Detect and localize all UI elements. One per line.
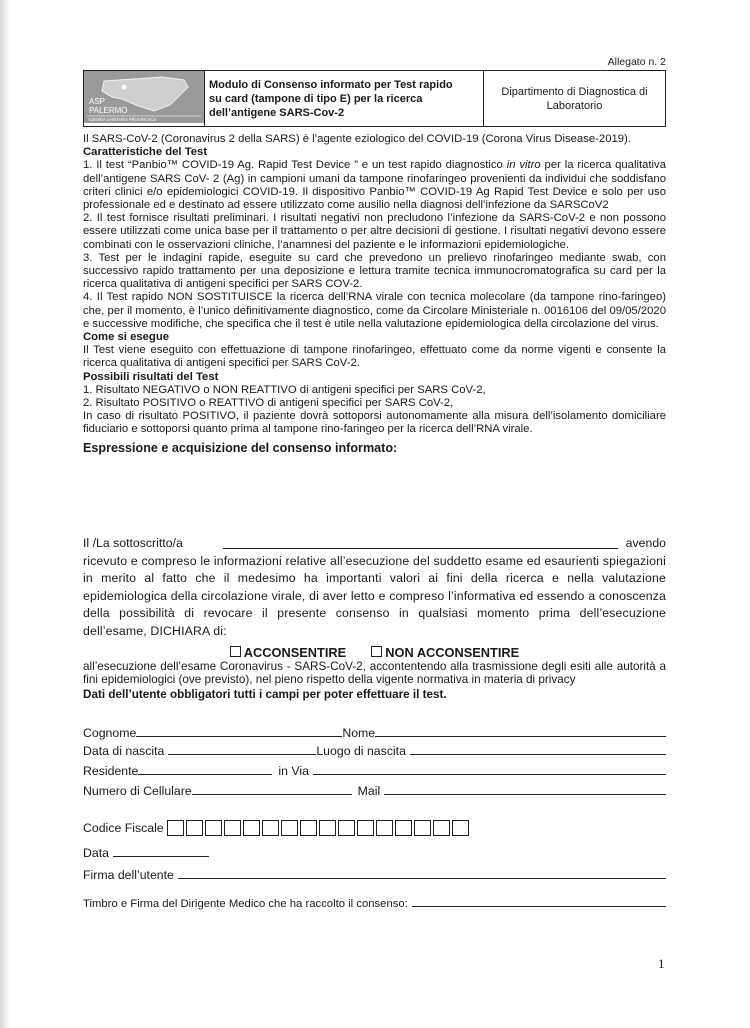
accept-label: ACCONSENTIRE (243, 644, 347, 660)
cf-char-box[interactable] (395, 820, 412, 836)
form-title-cell (205, 71, 484, 127)
page-number: 1 (658, 956, 665, 971)
luogo-nascita-field[interactable] (410, 753, 666, 755)
data-field[interactable] (113, 855, 209, 857)
row-nascita (83, 742, 666, 758)
residente-label: Residente (83, 764, 139, 778)
intro-paragraph: Il SARS-CoV-2 (Coronavirus 2 della SARS) è l’agente eziologico del COVID-19 (Corona Virus Disease-2019). (83, 133, 631, 145)
row-cognome-nome (83, 724, 666, 740)
information-text (83, 133, 666, 455)
timbro-field[interactable] (412, 905, 666, 907)
decline-checkbox[interactable] (371, 646, 382, 657)
nome-label: Nome (342, 726, 376, 740)
cf-char-box[interactable] (452, 820, 469, 836)
cf-char-box[interactable] (300, 820, 317, 836)
data-nascita-label: Data di nascita (83, 744, 165, 758)
item-1-italic: in vitro (506, 159, 541, 172)
result-note: In caso di risultato POSITIVO, il paziente dovrà sottoporsi autonomamente alla misura dell’isolamento domiciliare fiduciario e sottoporsi quanto prima al tampone rino-faringeo per la ricerca dell’RNA virale. (83, 410, 666, 436)
accept-checkbox[interactable] (230, 646, 241, 657)
allegato-label: Allegato n. 2 (607, 56, 666, 68)
cf-char-box[interactable] (224, 820, 241, 836)
consent-section (83, 535, 666, 661)
logo-text-2: PALERMO (89, 106, 128, 115)
cf-char-box[interactable] (262, 820, 279, 836)
firma-label: Firma dell’utente (83, 868, 174, 882)
data-nascita-field[interactable] (168, 753, 316, 755)
form-title-line: dell’antigene SARS-Cov-2 (209, 106, 345, 119)
cf-char-box[interactable] (205, 820, 222, 836)
mail-field[interactable] (384, 793, 666, 795)
nome-field[interactable] (375, 735, 666, 737)
row-contatti (83, 782, 666, 798)
department-cell (484, 71, 666, 127)
logo-cell (84, 71, 205, 127)
codice-fiscale-label: Codice Fiscale (83, 821, 164, 835)
cellulare-label: Numero di Cellulare (83, 784, 192, 798)
firma-field[interactable] (178, 877, 666, 879)
form-title-line: Modulo di Consenso informato per Test rapido (209, 78, 453, 91)
department-line: Laboratorio (546, 99, 603, 112)
residente-field[interactable] (138, 773, 272, 775)
row-data (83, 844, 666, 860)
cf-char-box[interactable] (167, 820, 184, 836)
cf-char-box[interactable] (433, 820, 450, 836)
in-via-field[interactable] (313, 773, 666, 775)
item-3: 3. Test per le indagini rapide, eseguite su card che prevedono un prelievo rinofaringeo mediante swab, con successivo rapido trattamento per una deposizione e lettura tramite tecnica immunocromatografica su card per la ricerca qualitativa di antigeni specifici per SARS COV-2. (83, 251, 666, 291)
cellulare-field[interactable] (192, 793, 352, 795)
page-edge-shadow (0, 0, 10, 1028)
in-via-label: in Via (278, 764, 309, 778)
asp-palermo-logo (84, 71, 204, 123)
item-2: 2. Il test fornisce risultati preliminari. I risultati negativi non precludono l’infezione da SARS-CoV-2 e non possono essere utilizzati come unica base per il trattamento o per altre decisioni di gestione. I risultati negativi devono essere combinati con le osservazioni cliniche, l’anamnesi del paziente e le informazioni epidemiologiche. (83, 212, 666, 251)
luogo-nascita-label: Luogo di nascita (316, 744, 406, 758)
consent-title: Espressione e acquisizione del consenso informato: (83, 440, 398, 455)
item-4: 4. Il Test rapido NON SOSTITUISCE la ricerca dell’RNA virale con tecnica molecolare (da tampone rino-faringeo) che, per il momento, è l’unico definitivamente diagnostico, come da Circolare Ministeriale n. 0016106 del 09/05/2020 e successive modifiche, che specifica che il test è utile nella valutazione epidemiologica della circolazione del virus. (83, 291, 666, 330)
logo-text-1: ASP (89, 97, 106, 106)
logo-text-3: AZIENDA SANITARIA PROVINCIALE (88, 117, 157, 122)
header-table (83, 70, 666, 127)
cf-char-box[interactable] (281, 820, 298, 836)
cognome-label: Cognome (83, 726, 137, 740)
row-codice-fiscale (83, 818, 666, 836)
section-title: Possibili risultati del Test (83, 370, 219, 383)
signatory-name-field[interactable] (223, 536, 618, 549)
consent-avendo: avendo (625, 536, 666, 550)
form-title-line: su card (tampone di tipo E) per la ricerca (209, 92, 423, 105)
item-1-pre: 1. Il test “Panbio™ COVID-19 Ag. Rapid Test Device ” e un test rapido diagnostico (83, 159, 507, 172)
timbro-label: Timbro e Firma del Dirigente Medico che ha raccolto il consenso: (83, 898, 408, 910)
cf-char-box[interactable] (319, 820, 336, 836)
consent-name-line (83, 535, 666, 553)
row-timbro (83, 894, 666, 910)
data-label: Data (83, 846, 109, 860)
post-consent-section (83, 660, 666, 701)
form-title: Dati dell’utente obbligatori tutti i campi per poter effettuare il test. (83, 687, 447, 701)
decline-label: NON ACCONSENTIRE (385, 644, 520, 660)
mail-label: Mail (357, 784, 381, 798)
consent-text: ricevuto e compreso le informazioni relative all’esecuzione del suddetto esame ed esaurienti spiegazioni in merito al fatto che il medesimo ha importanti valori ai fini della ricerca e nella valutazione epidemiologica della circolazione virale, di aver letto e compreso l’informativa ed essendo a conoscenza della possibilità di revocare il presente consenso in qualsiasi momento prima dell’esecuzione dell’esame, DICHIARA di: (83, 553, 666, 638)
codice-fiscale-boxes (167, 820, 471, 836)
result-1: 1. Risultato NEGATIVO o NON REATTIVO di antigeni specifici per SARS CoV-2, (83, 383, 486, 396)
row-residenza (83, 762, 666, 778)
department-line: Dipartimento di Diagnostica di (501, 85, 648, 98)
cognome-field[interactable] (136, 735, 342, 737)
row-firma (83, 866, 666, 882)
cf-char-box[interactable] (414, 820, 431, 836)
section-title: Caratteristiche del Test (83, 146, 208, 159)
consent-lead: Il /La sottoscritto/a (83, 536, 183, 550)
cf-char-box[interactable] (376, 820, 393, 836)
cf-char-box[interactable] (338, 820, 355, 836)
cf-char-box[interactable] (357, 820, 374, 836)
result-2: 2. Risultato POSITIVO o REATTIVO di antigeni specifici per SARS CoV-2, (83, 397, 454, 410)
section-title: Come si esegue (83, 331, 170, 344)
procedure-paragraph: Il Test viene eseguito con effettuazione di tampone rinofaringeo, effettuato come da norme vigenti e consente la ricerca qualitativa di antigeni specifici per SARS CoV-2. (83, 344, 666, 370)
after-text: all’esecuzione dell’esame Coronavirus - SARS-CoV-2, accontentendo alla trasmissione degli esiti alle autorità a fini epidemiologici (ove previsto), nel pieno rispetto della vigente normativa in materia di privacy (83, 660, 666, 687)
cf-char-box[interactable] (186, 820, 203, 836)
item-1 (83, 159, 666, 212)
consent-choices (83, 644, 666, 662)
item-1-post: per la ricerca qualitativa dell’antigene SARS CoV- 2 (Ag) in campioni umani da tampone rinofaringeo provenienti da individui che soddisfano criteri clinici e/o epidemiologici COVID-19. Il dispositivo Panbio™ COVID-19 Ag Rapid Test Device e solo per uso professionale ed e destinato ad essere utilizzato come ausilio nella diagnosi dell’infezione da SARSCoV2 (83, 159, 666, 212)
cf-char-box[interactable] (243, 820, 260, 836)
